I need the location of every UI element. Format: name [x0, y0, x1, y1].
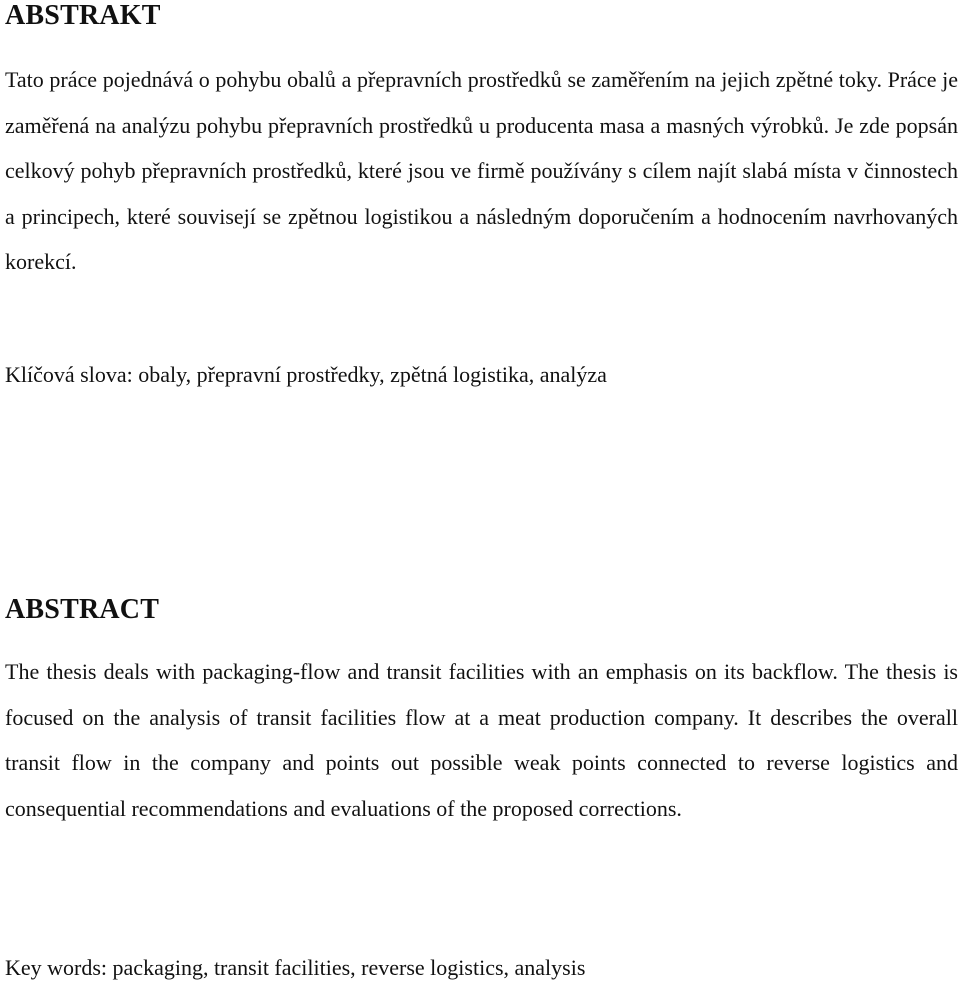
- abstract-heading-english: ABSTRACT: [5, 594, 160, 625]
- keywords-english: Key words: packaging, transit facilities, reverse logistics, analysis: [5, 955, 586, 980]
- keywords-czech: Klíčová slova: obaly, přepravní prostředky, zpětná logistika, analýza: [5, 362, 607, 387]
- abstract-paragraph-english: The thesis deals with packaging-flow and transit facilities with an emphasis on its backflow. The thesis is focused on the analysis of transit facilities flow at a meat production company. It describes the overall transit flow in the company and points out possible weak points connected to reverse logistics and consequential recommendations and evaluations of the proposed corrections.: [5, 659, 958, 821]
- abstract-paragraph-czech: Tato práce pojednává o pohybu obalů a přepravních prostředků se zaměřením na jejich zpětné toky. Práce je zaměřená na analýzu pohybu přepravních prostředků u producenta masa a masných výrobků. Je zde popsán celkový pohyb přepravních prostředků, které jsou ve firmě používány s cílem najít slabá místa v činnostech a principech, které souvisejí se zpětnou logistikou a následným doporučením a hodnocením navrhovaných korekcí.: [5, 67, 958, 274]
- abstract-heading-czech: ABSTRAKT: [5, 0, 161, 31]
